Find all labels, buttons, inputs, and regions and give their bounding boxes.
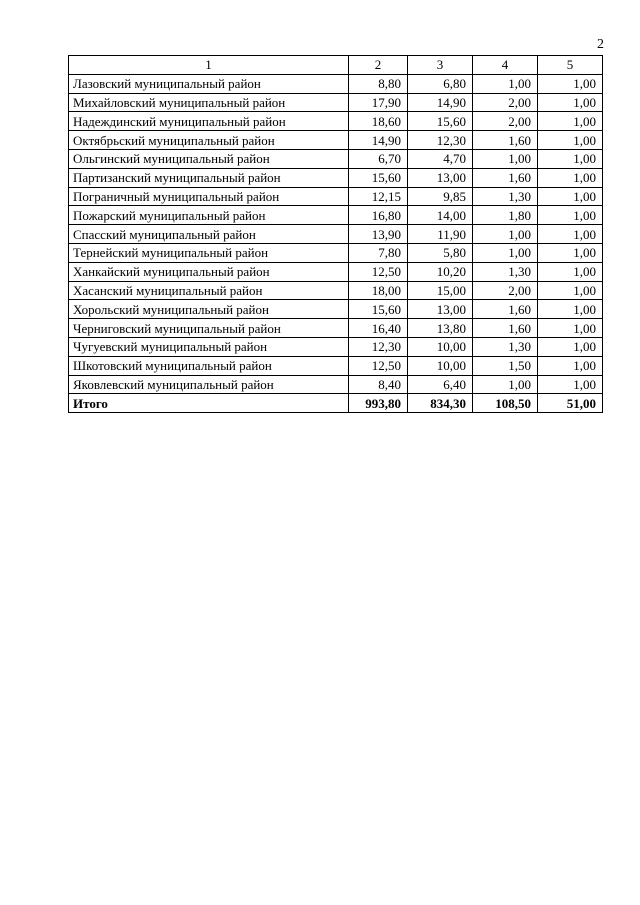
value-cell: 1,60 [473,319,538,338]
district-name-cell: Черниговский муниципальный район [69,319,349,338]
page-number: 2 [597,37,604,52]
table-row [69,243,603,262]
table-row [69,206,603,225]
value-cell: 1,60 [473,168,538,187]
table-row [69,149,603,168]
value-cell: 15,00 [408,281,473,300]
value-cell: 1,00 [538,319,603,338]
value-cell: 1,00 [538,262,603,281]
value-cell: 16,40 [349,319,408,338]
value-cell: 1,00 [538,356,603,375]
total-cell: 834,30 [408,394,473,413]
table-row [69,375,603,394]
value-cell: 1,00 [473,243,538,262]
value-cell: 1,00 [538,168,603,187]
value-cell: 1,00 [538,93,603,112]
value-cell: 15,60 [349,168,408,187]
total-row [69,394,603,413]
value-cell: 11,90 [408,225,473,244]
value-cell: 1,60 [473,300,538,319]
value-cell: 13,80 [408,319,473,338]
value-cell: 7,80 [349,243,408,262]
district-name-cell: Хасанский муниципальный район [69,281,349,300]
district-name-cell: Михайловский муниципальный район [69,93,349,112]
total-cell: 51,00 [538,394,603,413]
table-row [69,131,603,150]
table-row [69,356,603,375]
value-cell: 14,90 [408,93,473,112]
value-cell: 9,85 [408,187,473,206]
value-cell: 1,30 [473,337,538,356]
table-row [69,225,603,244]
value-cell: 1,00 [538,149,603,168]
value-cell: 12,50 [349,262,408,281]
value-cell: 1,00 [473,225,538,244]
value-cell: 1,00 [538,225,603,244]
value-cell: 8,40 [349,375,408,394]
value-cell: 2,00 [473,93,538,112]
value-cell: 15,60 [349,300,408,319]
value-cell: 1,00 [538,131,603,150]
value-cell: 4,70 [408,149,473,168]
value-cell: 1,60 [473,131,538,150]
table-row [69,337,603,356]
column-header: 5 [538,56,603,75]
value-cell: 1,50 [473,356,538,375]
value-cell: 10,20 [408,262,473,281]
table-row [69,168,603,187]
table-row [69,281,603,300]
table-row [69,93,603,112]
column-header: 2 [349,56,408,75]
total-label: Итого [69,394,349,413]
value-cell: 17,90 [349,93,408,112]
district-name-cell: Лазовский муниципальный район [69,74,349,93]
value-cell: 15,60 [408,112,473,131]
table-row [69,262,603,281]
value-cell: 14,90 [349,131,408,150]
value-cell: 8,80 [349,74,408,93]
value-cell: 1,00 [538,337,603,356]
value-cell: 12,50 [349,356,408,375]
table-row [69,112,603,131]
district-name-cell: Яковлевский муниципальный район [69,375,349,394]
district-name-cell: Шкотовский муниципальный район [69,356,349,375]
value-cell: 1,00 [473,375,538,394]
value-cell: 10,00 [408,356,473,375]
table-header-row [69,56,603,75]
value-cell: 16,80 [349,206,408,225]
value-cell: 6,80 [408,74,473,93]
value-cell: 13,00 [408,300,473,319]
value-cell: 5,80 [408,243,473,262]
district-name-cell: Ольгинский муниципальный район [69,149,349,168]
table-body [69,74,603,394]
district-name-cell: Чугуевский муниципальный район [69,337,349,356]
district-name-cell: Тернейский муниципальный район [69,243,349,262]
value-cell: 1,30 [473,187,538,206]
value-cell: 1,00 [538,187,603,206]
value-cell: 1,00 [538,112,603,131]
column-header: 3 [408,56,473,75]
value-cell: 13,00 [408,168,473,187]
district-name-cell: Спасский муниципальный район [69,225,349,244]
district-name-cell: Пожарский муниципальный район [69,206,349,225]
table-row [69,300,603,319]
district-name-cell: Октябрьский муниципальный район [69,131,349,150]
table-row [69,187,603,206]
value-cell: 1,00 [473,74,538,93]
table-row [69,74,603,93]
value-cell: 1,80 [473,206,538,225]
value-cell: 18,60 [349,112,408,131]
value-cell: 6,70 [349,149,408,168]
value-cell: 1,00 [538,375,603,394]
column-header: 4 [473,56,538,75]
value-cell: 1,00 [538,281,603,300]
value-cell: 6,40 [408,375,473,394]
value-cell: 2,00 [473,112,538,131]
district-name-cell: Надеждинский муниципальный район [69,112,349,131]
district-name-cell: Ханкайский муниципальный район [69,262,349,281]
value-cell: 13,90 [349,225,408,244]
value-cell: 12,30 [408,131,473,150]
value-cell: 12,30 [349,337,408,356]
value-cell: 12,15 [349,187,408,206]
data-table [68,55,603,413]
district-name-cell: Пограничный муниципальный район [69,187,349,206]
total-cell: 993,80 [349,394,408,413]
district-name-cell: Хорольский муниципальный район [69,300,349,319]
value-cell: 10,00 [408,337,473,356]
column-header: 1 [69,56,349,75]
value-cell: 1,00 [538,300,603,319]
total-cell: 108,50 [473,394,538,413]
value-cell: 1,00 [473,149,538,168]
district-name-cell: Партизанский муниципальный район [69,168,349,187]
value-cell: 1,00 [538,206,603,225]
value-cell: 1,30 [473,262,538,281]
value-cell: 2,00 [473,281,538,300]
value-cell: 14,00 [408,206,473,225]
table-row [69,319,603,338]
value-cell: 1,00 [538,243,603,262]
value-cell: 18,00 [349,281,408,300]
value-cell: 1,00 [538,74,603,93]
